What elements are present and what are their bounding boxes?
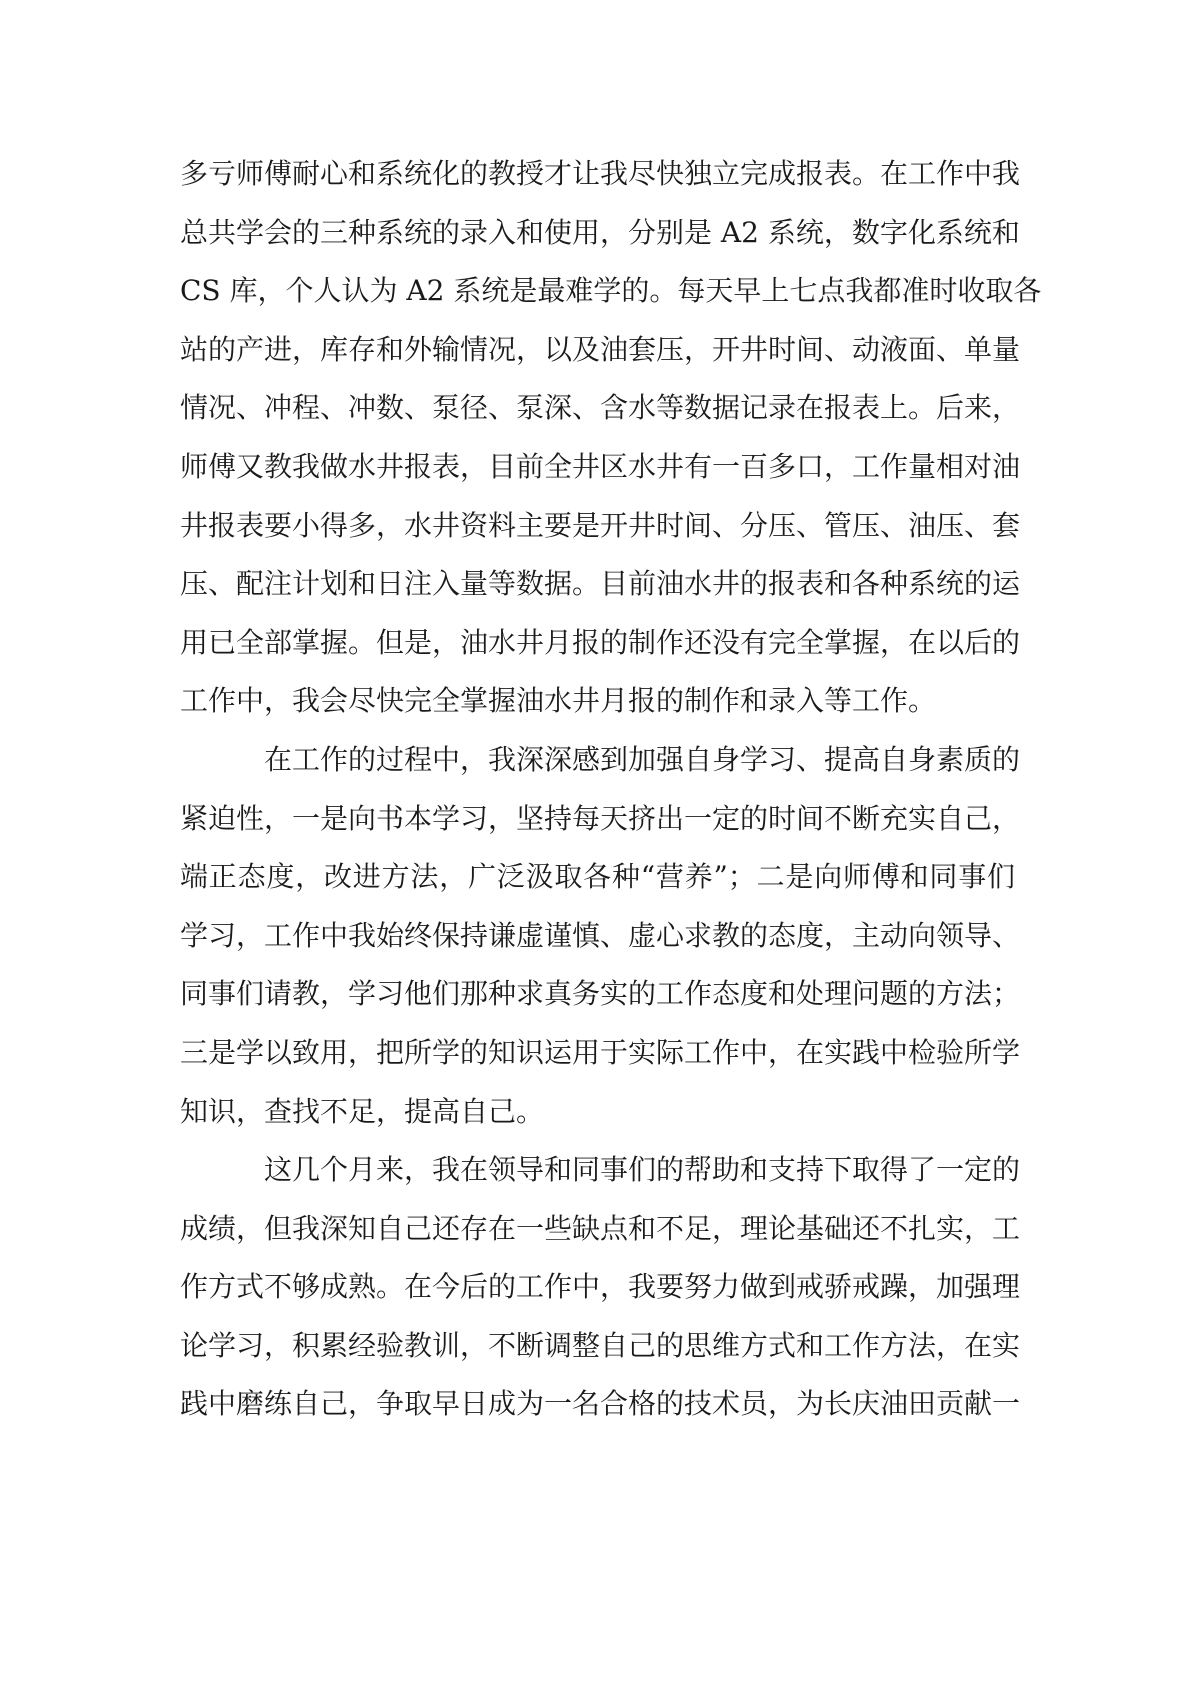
text-line: 知识，查找不足，提高自己。	[180, 1094, 545, 1128]
text-line: 站的产进，库存和外输情况，以及油套压，开井时间、动液面、单量	[180, 332, 1021, 366]
text-line: 情况、冲程、冲数、泵径、泵深、含水等数据记录在报表上。后来，	[180, 391, 1021, 425]
text-line: 多亏师傅耐心和系统化的教授才让我尽快独立完成报表。在工作中我	[180, 157, 1021, 190]
text-line: 用已全部掌握。但是，油水井月报的制作还没有完全掌握，在以后的	[180, 625, 1021, 659]
text-line: 端正态度，改进方法，广泛汲取各种“营养”；二是向师傅和同事们	[180, 860, 1015, 894]
text-line: CS 库，个人认为 A2 系统是最难学的。每天早上七点我都准时收取各	[180, 274, 1042, 308]
text-line: 作方式不够成熟。在今后的工作中，我要努力做到戒骄戒躁，加强理	[180, 1270, 1021, 1304]
text-line: 总共学会的三种系统的录入和使用，分别是 A2 系统，数字化系统和	[180, 215, 1020, 249]
document-body	[180, 145, 1042, 1434]
text-line: 成绩，但我深知自己还存在一些缺点和不足，理论基础还不扎实，工	[180, 1211, 1021, 1245]
text-line: 井报表要小得多，水井资料主要是开井时间、分压、管压、油压、套	[180, 508, 1021, 542]
text-line: 论学习，积累经验教训，不断调整自己的思维方式和工作方法，在实	[180, 1328, 1021, 1362]
text-line: 紧迫性，一是向书本学习，坚持每天挤出一定的时间不断充实自己，	[180, 801, 1021, 835]
text-line: 压、配注计划和日注入量等数据。目前油水井的报表和各种系统的运	[180, 567, 1021, 601]
text-line: 在工作的过程中，我深深感到加强自身学习、提高自身素质的	[264, 742, 1021, 776]
text-line: 践中磨练自己，争取早日成为一名合格的技术员，为长庆油田贡献一	[180, 1387, 1021, 1421]
text-line: 工作中，我会尽快完全掌握油水井月报的制作和录入等工作。	[180, 684, 937, 718]
text-line: 同事们请教，学习他们那种求真务实的工作态度和处理问题的方法；	[180, 977, 1021, 1011]
text-line: 三是学以致用，把所学的知识运用于实际工作中，在实践中检验所学	[180, 1035, 1021, 1069]
text-line: 这几个月来，我在领导和同事们的帮助和支持下取得了一定的	[264, 1153, 1021, 1187]
text-line: 学习，工作中我始终保持谦虚谨慎、虚心求教的态度，主动向领导、	[180, 918, 1021, 952]
text-line: 师傅又教我做水井报表，目前全井区水井有一百多口，工作量相对油	[180, 449, 1021, 483]
